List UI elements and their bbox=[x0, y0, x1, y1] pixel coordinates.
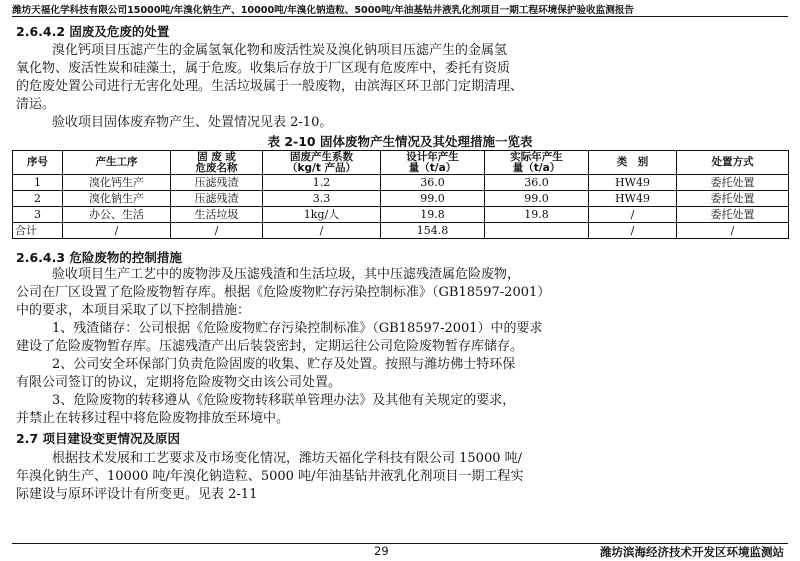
table-cell: 1 bbox=[13, 175, 63, 191]
table-total-row bbox=[13, 223, 789, 239]
table-cell: 办公、生活 bbox=[63, 207, 171, 223]
table-cell: 1.2 bbox=[263, 175, 381, 191]
table-cell: 99.0 bbox=[485, 191, 589, 207]
table-caption: 表 2-10 固体废物产生情况及其处理措施一览表 bbox=[267, 134, 533, 149]
table-cell: 生活垃圾 bbox=[171, 207, 263, 223]
page-header: 潍坊天福化学科技有限公司15000吨/年溴化钠生产、10000吨/年溴化钠造粒、5000吨/年油基钻井液乳化剂项目一期工程环境保护验收监测报告 bbox=[12, 5, 635, 16]
paragraph-line: 建设了危险废物暂存库。压滤残渣产出后装袋密封，定期运往公司危险废物暂存库储存。 bbox=[16, 339, 524, 354]
table-cell: 压滤残渣 bbox=[171, 175, 263, 191]
paragraph-line: 清运。 bbox=[16, 97, 56, 112]
paragraph-line: 有限公司签订的协议，定期将危险废物交由该公司处置。 bbox=[16, 375, 342, 390]
table-cell: 2 bbox=[13, 191, 63, 207]
paragraph-line: 公司在厂区设置了危险废物暂存库。根据《危险废物贮存污染控制标准》（GB18597-2001） bbox=[16, 285, 551, 300]
paragraph-line: 1、残渣储存：公司根据《危险废物贮存污染控制标准》（GB18597-2001）中的要求 bbox=[52, 321, 543, 336]
header-cell: 产生工序 bbox=[63, 151, 171, 175]
table-cell: 委托处置 bbox=[677, 175, 789, 191]
table-cell: / bbox=[589, 207, 677, 223]
table-cell: 合计 bbox=[13, 223, 63, 239]
header-cell: 固 废 或 危废名称 bbox=[171, 151, 263, 175]
paragraph-line: 验收项目固体废弃物产生、处置情况见表 2-10。 bbox=[52, 115, 333, 130]
table-cell: 3.3 bbox=[263, 191, 381, 207]
table-cell: 3 bbox=[13, 207, 63, 223]
table-cell: 36.0 bbox=[485, 175, 589, 191]
footer-organization: 潍坊滨海经济技术开发区环境监测站 bbox=[600, 545, 784, 559]
table-cell: 溴化钠生产 bbox=[63, 191, 171, 207]
paragraph-line: 验收项目生产工艺中的废物涉及压滤残渣和生活垃圾，其中压滤残渣属危险废物， bbox=[52, 267, 521, 282]
page-number: 29 bbox=[374, 544, 389, 558]
paragraph-line: 根据技术发展和工艺要求及市场变化情况，潍坊天福化学科技有限公司 15000 吨/ bbox=[52, 451, 522, 466]
table-cell bbox=[485, 223, 589, 239]
paragraph-line: 氧化物、废活性炭和硅藻土，属于危废。收集后存放于厂区现有危废库中，委托有资质 bbox=[16, 61, 511, 76]
paragraph-line: 3、危险废物的转移遵从《危险废物转移联单管理办法》及其他有关规定的要求， bbox=[52, 393, 516, 408]
table-cell: 36.0 bbox=[381, 175, 485, 191]
paragraph-line: 际建设与原环评设计有所变更。见表 2-11 bbox=[16, 487, 258, 502]
header-rule bbox=[12, 16, 788, 17]
table-cell: 154.8 bbox=[381, 223, 485, 239]
table-cell: / bbox=[171, 223, 263, 239]
table-row bbox=[13, 207, 789, 223]
table-cell: 1kg/人 bbox=[263, 207, 381, 223]
table-cell: 委托处置 bbox=[677, 191, 789, 207]
paragraph-line: 并禁止在转移过程中将危险废物排放至环境中。 bbox=[16, 411, 290, 426]
table-row bbox=[13, 175, 789, 191]
header-cell: 类 别 bbox=[589, 151, 677, 175]
header-cell: 处置方式 bbox=[677, 151, 789, 175]
table-cell: 压滤残渣 bbox=[171, 191, 263, 207]
waste-table bbox=[12, 150, 789, 239]
paragraph-line: 溴化钙项目压滤产生的金属氢氧化物和废活性炭及溴化钠项目压滤产生的金属氢 bbox=[52, 43, 508, 58]
section-heading-2-6-4-2: 2.6.4.2 固废及危废的处置 bbox=[16, 24, 170, 39]
header-cell: 序号 bbox=[13, 151, 63, 175]
table-cell: / bbox=[263, 223, 381, 239]
paragraph-line: 中的要求，本项目采取了以下控制措施： bbox=[16, 303, 251, 318]
table-header-row bbox=[13, 151, 789, 175]
table-cell: / bbox=[589, 223, 677, 239]
table-cell: 溴化钙生产 bbox=[63, 175, 171, 191]
table-cell: / bbox=[677, 223, 789, 239]
table-row bbox=[13, 191, 789, 207]
paragraph-line: 2、公司安全环保部门负责危险固废的收集、贮存及处置。按照与潍坊佛士特环保 bbox=[52, 357, 516, 372]
table-cell: HW49 bbox=[589, 191, 677, 207]
section-heading-2-6-4-3: 2.6.4.3 危险废物的控制措施 bbox=[16, 250, 182, 265]
header-cell: 固废产生系数 （kg/t 产品） bbox=[263, 151, 381, 175]
table-cell: 委托处置 bbox=[677, 207, 789, 223]
paragraph-line: 年溴化钠生产、10000 吨/年溴化钠造粒、5000 吨/年油基钻井液乳化剂项目一期工程实 bbox=[16, 469, 524, 484]
header-cell: 设计年产生 量（t/a） bbox=[381, 151, 485, 175]
header-cell: 实际年产生 量（t/a） bbox=[485, 151, 589, 175]
section-heading-2-7: 2.7 项目建设变更情况及原因 bbox=[16, 431, 180, 446]
table-cell: / bbox=[63, 223, 171, 239]
table-cell: 19.8 bbox=[381, 207, 485, 223]
table-cell: 99.0 bbox=[381, 191, 485, 207]
table-cell: 19.8 bbox=[485, 207, 589, 223]
table-cell: HW49 bbox=[589, 175, 677, 191]
paragraph-line: 的危废处置公司进行无害化处理。生活垃圾属于一般废物，由滨海区环卫部门定期清理、 bbox=[16, 79, 524, 94]
